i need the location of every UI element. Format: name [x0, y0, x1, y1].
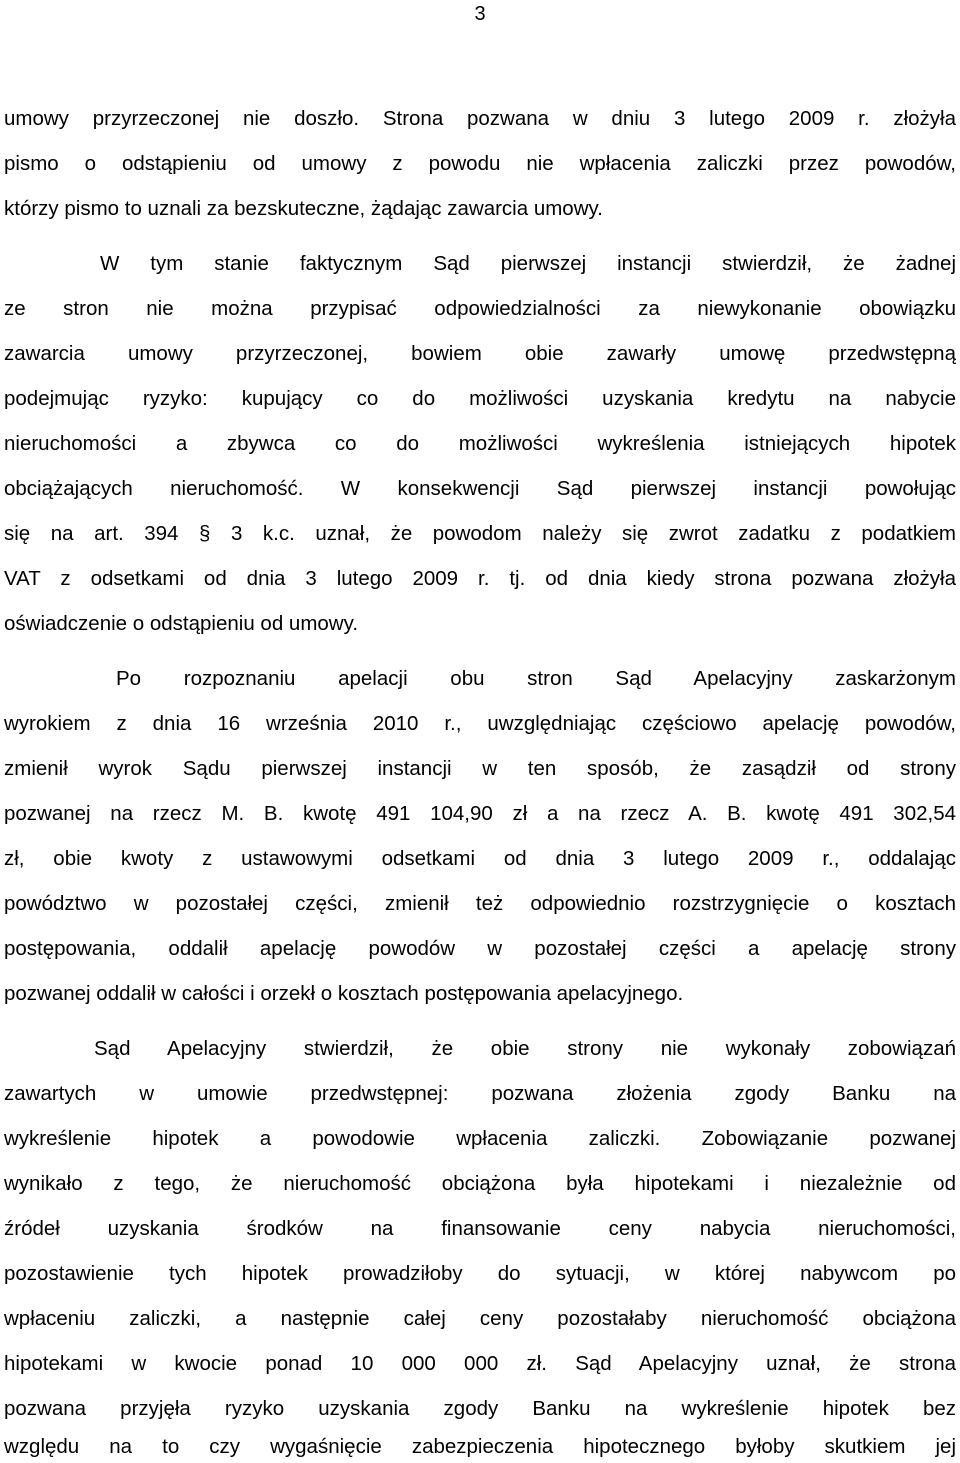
text-line: podejmując ryzyko: kupujący co do możliwości uzyskania kredytu na nabycie [4, 387, 956, 410]
text-line: wyrokiem z dnia 16 września 2010 r., uwzględniając częściowo apelację powodów, [4, 712, 956, 735]
text-line: zł, obie kwoty z ustawowymi odsetkami od dnia 3 lutego 2009 r., oddalając [4, 847, 956, 870]
text-line: wykreślenie hipotek a powodowie wpłacenia zaliczki. Zobowiązanie pozwanej [4, 1127, 956, 1150]
text-line: nieruchomości a zbywca co do możliwości wykreślenia istniejących hipotek [4, 432, 956, 455]
text-line: zawartych w umowie przedwstępnej: pozwana złożenia zgody Banku na [4, 1082, 956, 1105]
text-line: pismo o odstąpieniu od umowy z powodu nie wpłacenia zaliczki przez powodów, [4, 152, 956, 175]
text-line: pozwanej oddalił w całości i orzekł o kosztach postępowania apelacyjnego. [4, 982, 684, 1005]
text-line: wpłaceniu zaliczki, a następnie całej ceny pozostałaby nieruchomość obciążona [4, 1307, 956, 1330]
text-line: hipotekami w kwocie ponad 10 000 000 zł. Sąd Apelacyjny uznał, że strona [4, 1352, 956, 1375]
text-line: zmienił wyrok Sądu pierwszej instancji w ten sposób, że zasądził od strony [4, 757, 956, 780]
text-line: zawarcia umowy przyrzeczonej, bowiem obie zawarły umowę przedwstępną [4, 342, 956, 365]
text-line: względu na to czy wygaśnięcie zabezpieczenia hipotecznego byłoby skutkiem jej [4, 1435, 956, 1458]
text-line: się na art. 394 § 3 k.c. uznał, że powodom należy się zwrot zadatku z podatkiem [4, 522, 956, 545]
text-line: pozwanej na rzecz M. B. kwotę 491 104,90 zł a na rzecz A. B. kwotę 491 302,54 [4, 802, 956, 825]
text-line: obciążających nieruchomość. W konsekwencji Sąd pierwszej instancji powołując [4, 477, 956, 500]
text-line: postępowania, oddalił apelację powodów w pozostałej części a apelację strony [4, 937, 956, 960]
text-line: powództwo w pozostałej części, zmienił też odpowiednio rozstrzygnięcie o kosztach [4, 892, 956, 915]
text-line: VAT z odsetkami od dnia 3 lutego 2009 r. tj. od dnia kiedy strona pozwana złożyła [4, 567, 956, 590]
text-line: którzy pismo to uznali za bezskuteczne, żądając zawarcia umowy. [4, 197, 603, 220]
text-line: W tym stanie faktycznym Sąd pierwszej instancji stwierdził, że żadnej [100, 252, 956, 275]
text-line: ze stron nie można przypisać odpowiedzialności za niewykonanie obowiązku [4, 297, 956, 320]
text-line: pozostawienie tych hipotek prowadziłoby do sytuacji, w której nabywcom po [4, 1262, 956, 1285]
page-number: 3 [474, 3, 486, 25]
text-line: oświadczenie o odstąpieniu od umowy. [4, 612, 359, 635]
text-line: umowy przyrzeczonej nie doszło. Strona pozwana w dniu 3 lutego 2009 r. złożyła [4, 107, 956, 130]
text-line: Sąd Apelacyjny stwierdził, że obie strony nie wykonały zobowiązań [94, 1037, 956, 1060]
text-line: źródeł uzyskania środków na finansowanie ceny nabycia nieruchomości, [4, 1217, 956, 1240]
text-line: pozwana przyjęła ryzyko uzyskania zgody Banku na wykreślenie hipotek bez [4, 1397, 956, 1420]
text-line: Po rozpoznaniu apelacji obu stron Sąd Apelacyjny zaskarżonym [116, 667, 956, 690]
text-line: wynikało z tego, że nieruchomość obciążona była hipotekami i niezależnie od [4, 1172, 956, 1195]
